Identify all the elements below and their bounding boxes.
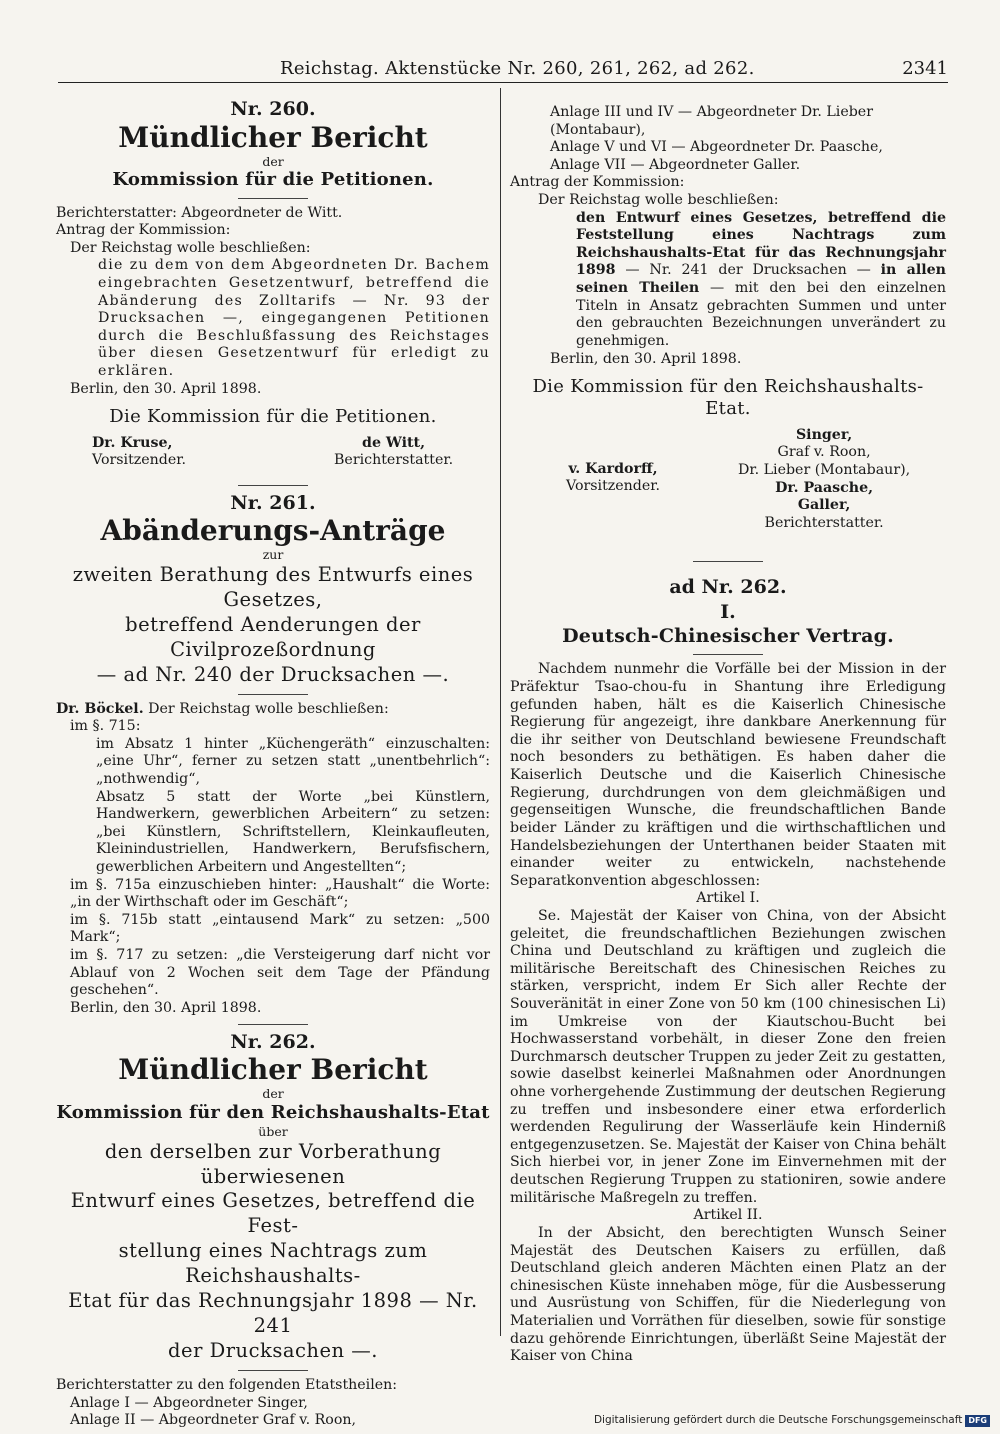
nr262-mid-3: stellung eines Nachtrags zum Reichshaushalts- [118, 1239, 428, 1288]
column-divider [500, 88, 501, 1336]
annex-line: Anlage III und IV — Abgeordneter Dr. Lieber (Montabaur), [550, 104, 873, 138]
footer-text: Digitalisierung gefördert durch die Deutsche Forschungsgemeinschaft [593, 1414, 963, 1426]
beschluss-line: Der Reichstag wolle beschließen: [538, 192, 779, 209]
rule [693, 654, 763, 655]
treaty-intro: Nachdem nunmehr die Vorfälle bei der Mission in der Präfektur Tsao-chou-fu in Shantung ihre Erledigung gefunden haben, hält es die Kaiserlich Chinesische Regierung für angezeigt, ihre dankbare Anerkennung für die ihr seither von Deutschland bewiesene Freundschaft noch besonders zu bethätigen. Es haben daher die Kaiserlich Deutsche und die Kaiserlich Chinesische Regierung, durchdrungen von dem gleichmäßigen und gegenseitigen Wunsche, die freundschaftlichen Bande beider Länder zu kräftigen und die wirthschaftlichen und Handelsbeziehungen der Unterthanen beider Staaten mit einander weiter zu entwickeln, nachstehende Separatkonvention abgeschlossen: [510, 661, 946, 889]
nr261-subtitle-2: betreffend Aenderungen der Civilprozeßordnung [125, 612, 421, 661]
annex-line: Anlage I — Abgeordneter Singer, [70, 1394, 308, 1411]
signer-name: Dr. Lieber (Montabaur), [738, 461, 911, 478]
article-2-heading: Artikel II. [693, 1207, 763, 1224]
nr260-signatures [56, 435, 490, 475]
nr262-mid-2: Entwurf eines Gesetzes, betreffend die Fest- [70, 1189, 476, 1238]
nr261-zur: zur [262, 547, 284, 563]
right-column [510, 104, 946, 1366]
amendment-item: im Absatz 1 hinter „Küchengeräth“ einzuschalten: „eine Uhr“, ferner zu setzen statt „unentbehrlich“: „nothwendig“, [96, 735, 490, 787]
signer-role: Vorsitzender. [92, 452, 187, 469]
nr262-title: Mündlicher Bericht [118, 1053, 428, 1087]
nr262-signatures [510, 427, 946, 545]
antrag-line: Antrag der Kommission: [510, 174, 685, 191]
amendment-item: im §. 715a einzuschieben hinter: „Haushalt“ die Worte: „in der Wirthschaft oder im Geschäft“; [70, 876, 490, 911]
nr262-mid-4: Etat für das Rechnungsjahr 1898 — Nr. 241 [68, 1289, 478, 1338]
article-1-text: Se. Majestät der Kaiser von China, von der Absicht geleitet, die freundschaftlichen Beziehungen zwischen China und Deutschland zu kräftigen und zugleich die militärische Bereitschaft des Chinesischen Reiches zu stärken, verspricht, indem Er Sich aller Rechte der Souveränität in einer Zone von 50 km (100 chinesischen Li) im Umkreise von der Kiautschou-Bucht bei Hochwasserstand vorbehält, in dieser Zone den freien Durchmarsch deutscher Truppen zu jeder Zeit zu gestatten, sowie daselbst keinerlei Maßnahmen oder Anordnungen ohne vorhergehende Zustimmung der deutschen Regierung zu treffen und insbesondere einer etwa erforderlich werdenden Regulirung der Wasserläufe kein Hinderniß entgegenzusetzen. Se. Majestät der Kaiser von China behält Sich hierbei vor, in jener Zone im Einvernehmen mit der deutschen Regierung Truppen zu stationiren, sowie andere militärische Maßregeln zu treffen. [510, 907, 946, 1206]
nr260-heading: Nr. 260. [230, 98, 316, 120]
signer-role: Berichterstatter. [334, 452, 454, 469]
nr260-der: der [262, 153, 284, 169]
left-column [56, 96, 490, 1430]
nr262-der: der [262, 1086, 284, 1102]
article-2-text: In der Absicht, den berechtigten Wunsch Seiner Majestät des Deutschen Kaisers zu erfüllen, daß Deutschland gleich anderen Mächten einen Platz an der chinesischen Küste innehaben möge, für die Ausbesserung und Ausrüstung von Schiffen, für die Niederlegung von Materialien und Vorräthen für dieselben, sowie für sonstige dazu gehörende Einrichtungen, überläßt Seine Majestät der Kaiser von China [510, 1224, 946, 1365]
header-rule [58, 82, 948, 83]
rule [693, 561, 763, 562]
nr261-subtitle-3: — ad Nr. 240 der Drucksachen —. [96, 662, 450, 686]
signer-name: de Witt, [362, 434, 426, 451]
footer-credit [594, 1414, 990, 1427]
signer-name: Singer, [795, 426, 853, 443]
rule [238, 1370, 308, 1371]
rule [238, 694, 308, 695]
resolution-bold-2: in allen seinen Theilen [576, 262, 946, 297]
page-number: 2341 [902, 58, 948, 79]
nr262-mid-5: der Drucksachen —. [168, 1339, 378, 1363]
nr261-heading: Nr. 261. [230, 491, 316, 514]
signer-name: v. Kardorff, [568, 460, 658, 477]
signer-role: Berichterstatter. [764, 514, 884, 531]
nr260-body: die zu dem von dem Abgeordneten Dr. Bachem eingebrachten Gesetzentwurf, betreffend die Abänderung des Zolltarifs — Nr. 93 der Drucksachen —, eingegangenen Petitionen durch die Beschlußfassung des Reichstages über diesen Gesetzentwurf für erledigt zu erklären. [98, 257, 490, 380]
ad262-heading: ad Nr. 262. [669, 575, 787, 598]
reporters-heading: Berichterstatter zu den folgenden Etatstheilen: [56, 1377, 398, 1394]
resolution-mid: — Nr. 241 der Drucksachen — [615, 262, 881, 279]
nr261-date: Berlin, den 30. April 1898. [70, 999, 262, 1016]
page-header [60, 56, 948, 80]
nr262-resolution [510, 210, 946, 351]
dfg-logo: DFG [965, 1415, 990, 1427]
signer-name: Dr. Paasche, [775, 479, 874, 496]
nr262-heading: Nr. 262. [230, 1030, 316, 1053]
rule [238, 198, 308, 199]
article-1-heading: Artikel I. [696, 890, 760, 907]
nr260-commission: Die Kommission für die Petitionen. [109, 406, 437, 428]
annex-line: Anlage VII — Abgeordneter Galler. [550, 156, 801, 173]
rule [238, 485, 308, 486]
nr262-commission: Die Kommission für den Reichshaushalts-Etat. [532, 376, 924, 420]
nr262-date: Berlin, den 30. April 1898. [550, 350, 742, 367]
nr261-title: Abänderungs-Anträge [100, 514, 446, 548]
rule [238, 1024, 308, 1025]
signer-name: Graf v. Roon, [777, 444, 871, 461]
signer-role: Vorsitzender. [566, 478, 661, 495]
mover-text: Der Reichstag wolle beschließen: [148, 700, 389, 717]
resolution-rest: — mit den bei den einzelnen Titeln in Ansatz gebrachten Summen und unter den gebrauchten Bezeichnungen unverändert zu genehmigen. [576, 280, 946, 349]
treaty-title: Deutsch-Chinesischer Vertrag. [562, 624, 894, 647]
annex-line: Anlage V und VI — Abgeordneter Dr. Paasche, [550, 139, 883, 156]
amendment-item: im §. 715b statt „eintausend Mark“ zu setzen: „500 Mark“; [70, 911, 490, 946]
amendment-item: Absatz 5 statt der Worte „bei Künstlern, Handwerkern, gewerblichen Arbeitern“ zu setzen: „bei Künstlern, Schriftstellern, Kleinkaufleuten, Kleinindustriellen, Handwerkern, Berufsfischern, gewerblichen Arbeitern und Angestellten“; [96, 788, 490, 876]
nr262-ueber: über [258, 1124, 288, 1140]
nr262-subtitle: Kommission für den Reichshaushalts-Etat [56, 1101, 490, 1123]
signer-name: Dr. Kruse, [92, 434, 173, 451]
nr261-subtitle-1: zweiten Berathung des Entwurfs eines Gesetzes, [72, 562, 474, 611]
nr262-mid-1: den derselben zur Vorberathung überwiesenen [104, 1139, 442, 1188]
amendment-item: im §. 717 zu setzen: „die Versteigerung darf nicht vor Ablauf von 2 Wochen seit dem Tage der Pfändung geschehen“. [70, 947, 490, 999]
signer-name: Galler, [797, 497, 851, 514]
resolution-bold: den Entwurf eines Gesetzes, betreffend die Feststellung eines Nachtrags zum Reichshaushalts-Etat für das Rechnungsjahr 1898 [576, 209, 946, 279]
annex-line: Anlage II — Abgeordneter Graf v. Roon, [70, 1412, 357, 1429]
nr260-subtitle: Kommission für die Petitionen. [112, 169, 434, 191]
amendment-item: im §. 715: [70, 718, 141, 735]
mover-name: Dr. Böckel. [56, 700, 144, 717]
roman-numeral: I. [720, 601, 736, 624]
running-title: Reichstag. Aktenstücke Nr. 260, 261, 262, ad 262. [280, 58, 755, 79]
nr260-title: Mündlicher Bericht [118, 120, 428, 154]
beschluss-line: Der Reichstag wolle beschließen: [70, 239, 311, 256]
antrag-line: Antrag der Kommission: [56, 222, 231, 239]
reporter-line: Berichterstatter: Abgeordneter de Witt. [56, 204, 343, 221]
nr260-date: Berlin, den 30. April 1898. [70, 380, 262, 397]
